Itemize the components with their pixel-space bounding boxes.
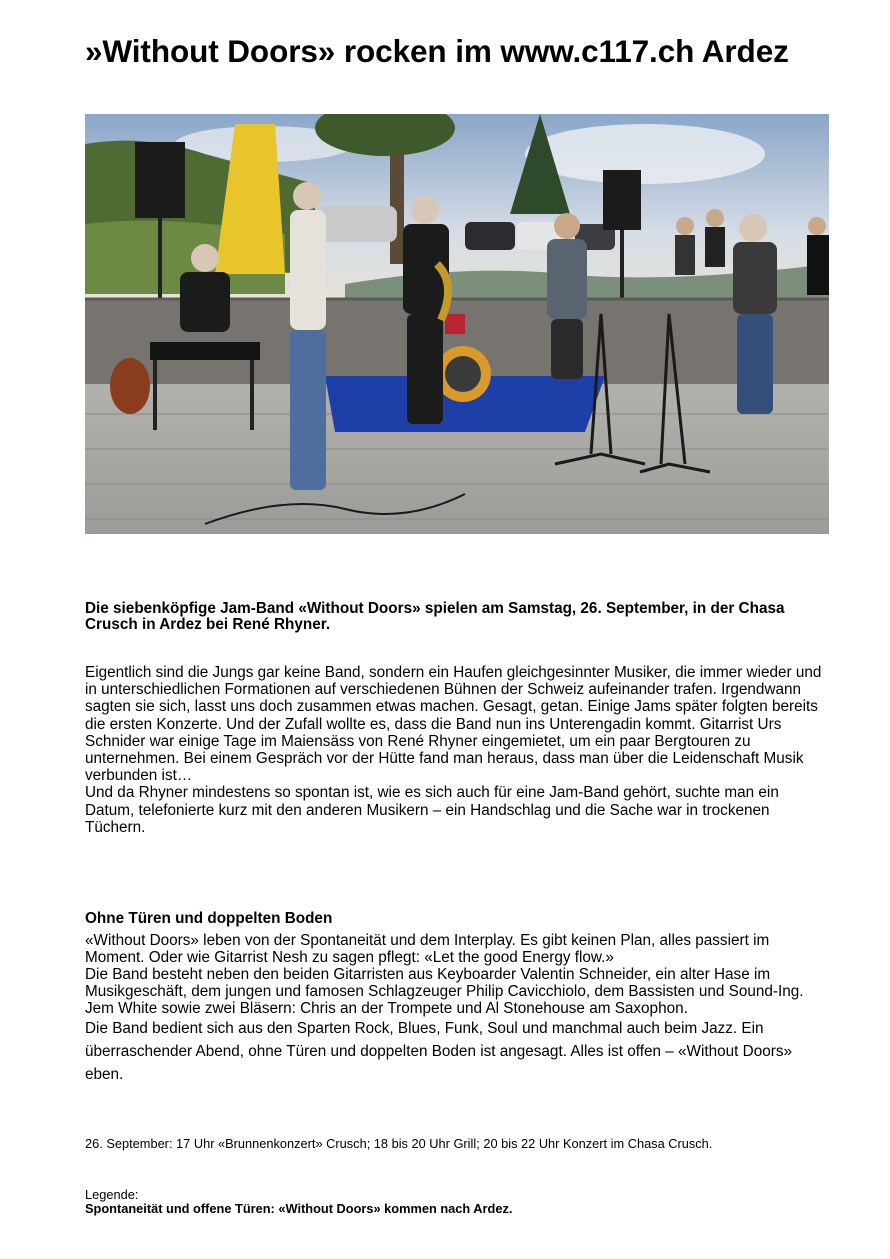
body-paragraph: Eigentlich sind die Jungs gar keine Band, sondern ein Haufen gleichgesinnter Musiker, die immer wieder und in unterschiedlichen Formationen auf verschiedenen Bühnen der Schweiz aufeinander trafen. Irgendwann sagten sie sich, lasst uns doch zusammen etwas machen. Gesagt, getan. Einige Jams später folgten bereits die ersten Konzerte. Und der Zufall wollte es, dass die Band nun ins Unterengadin kommt. Gitarrist Urs Schnider war einige Tage im Maiensäss von René Rhyner eingemietet, um ein paar Bergtouren zu unternehmen. Bei einem Gespräch vor der Hütte fand man heraus, dass man über die Leidenschaft Musik verbunden ist…	[85, 664, 822, 785]
legend-label: Legende:	[85, 1187, 139, 1202]
event-dates: 26. September: 17 Uhr «Brunnenkonzert» Crusch; 18 bis 20 Uhr Grill; 20 bis 22 Uhr Konzert im Chasa Crusch.	[85, 1136, 713, 1151]
body-paragraph: «Without Doors» leben von der Spontaneität und dem Interplay. Es gibt keinen Plan, alles passiert im Moment. Oder wie Gitarrist Nesh zu sagen pflegt: «Let the good Energy flow.»	[85, 932, 770, 966]
photo-legend	[85, 1188, 845, 1216]
band-photo-illustration	[85, 114, 829, 534]
article-title: »Without Doors» rocken im www.c117.ch Ardez	[85, 33, 789, 69]
body-paragraph: Die Band bedient sich aus den Sparten Rock, Blues, Funk, Soul und manchmal auch beim Jazz. Ein überraschender Abend, ohne Türen und doppelten Boden ist angesagt. Alles ist offen – «Without Doors» eben.	[85, 1020, 792, 1083]
body-paragraph: Und da Rhyner mindestens so spontan ist, wie es sich auch für eine Jam-Band gehört, suchte man ein Datum, telefonierte kurz mit den anderen Musikern – ein Handschlag und die Sache war in trockenen Tüchern.	[85, 784, 779, 836]
band-photo	[85, 114, 829, 534]
body-paragraph: Die Band besteht neben den beiden Gitarristen aus Keyboarder Valentin Schneider, ein alter Hase im Musikgeschäft, dem jungen und famosen Schlagzeuger Philip Cavicchiolo, dem Bassisten und Sound-Ing. Jem White sowie zwei Bläsern: Chris an der Trompete und Al Stonehouse am Saxophon.	[85, 966, 804, 1017]
legend-caption: Spontaneität und offene Türen: «Without Doors» kommen nach Ardez.	[85, 1201, 513, 1216]
article-lead: Die siebenköpfige Jam-Band «Without Doors» spielen am Samstag, 26. September, in der Chasa Crusch in Ardez bei René Rhyner.	[85, 600, 785, 633]
article-body-section-1	[85, 664, 830, 836]
article-subheading: Ohne Türen und doppelten Boden	[85, 910, 333, 927]
article-body-section-2	[85, 932, 830, 1086]
